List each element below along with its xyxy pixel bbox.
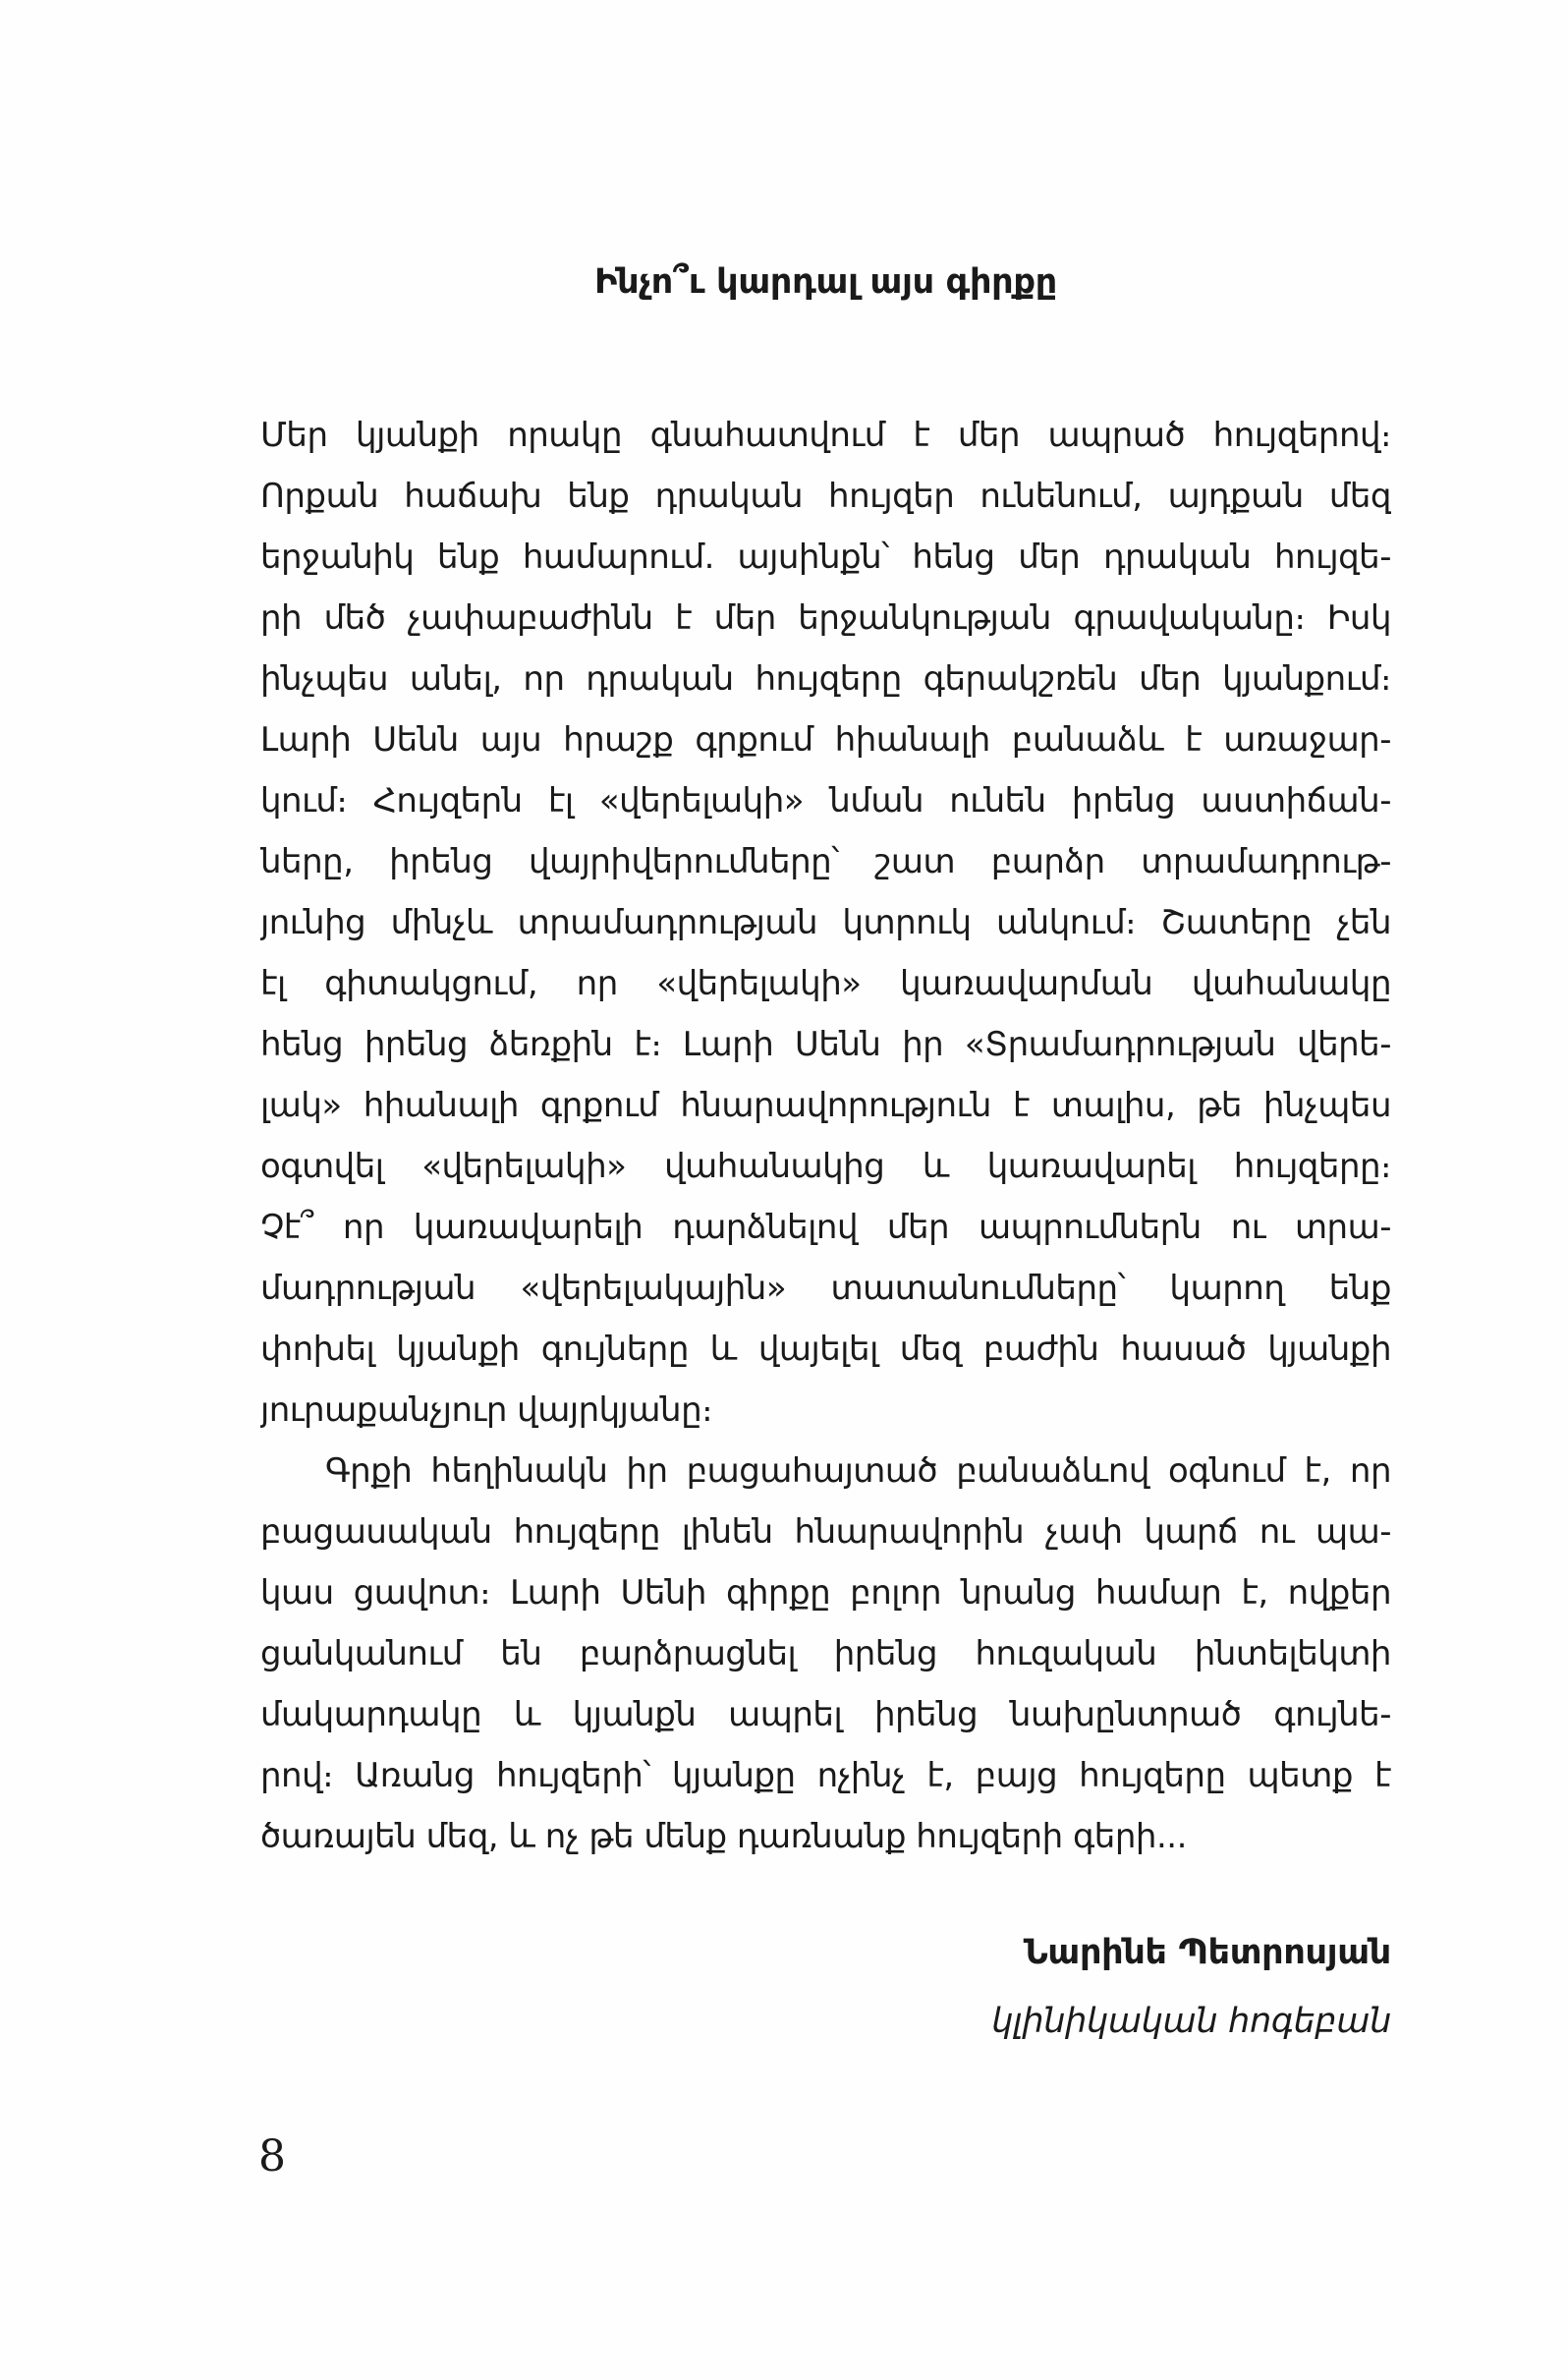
- author-name: Նարինե Պետրոսյան: [1023, 1933, 1391, 1972]
- body-line: կում։ Հույզերն էլ «վերելակի» նման ունեն իրենց աստիճան-: [260, 781, 1391, 821]
- body-line: ցանկանում են բարձրացնել իրենց հուզական ինտելեկտի: [260, 1634, 1391, 1673]
- body-line: Լարի Սենն այս հրաշք գրքում հիանալի բանաձև է առաջար-: [260, 720, 1391, 760]
- body-line: յուրաքանչյուր վայրկյանը։: [260, 1390, 713, 1430]
- body-line: մակարդակը և կյանքն ապրել իրենց նախընտրած գույնե-: [260, 1695, 1391, 1734]
- body-line: րի մեծ չափաբաժինն է մեր երջանկության գրավականը։ Իսկ: [260, 598, 1391, 638]
- page-title: Ինչո՞ւ կարդալ այս գիրքը: [594, 262, 1057, 302]
- body-line: էլ գիտակցում, որ «վերելակի» կառավարման վահանակը: [260, 964, 1391, 1003]
- body-line: լակ» հիանալի գրքում հնարավորություն է տալիս, թե ինչպես: [260, 1086, 1391, 1125]
- body-line: երջանիկ ենք համարում. այսինքն՝ հենց մեր դրական հույզե-: [260, 538, 1391, 577]
- body-line: կաս ցավոտ։ Լարի Սենի գիրքը բոլոր նրանց համար է, ովքեր: [260, 1573, 1391, 1613]
- body-line: հենց իրենց ձեռքին է։ Լարի Սենն իր «Տրամադրության վերե-: [260, 1025, 1391, 1064]
- body-line: յունից մինչև տրամադրության կտրուկ անկում։ Շատերը չեն: [260, 903, 1391, 942]
- body-line: ինչպես անել, որ դրական հույզերը գերակշռեն մեր կյանքում։: [260, 659, 1391, 699]
- body-line: Չէ՞ որ կառավարելի դարձնելով մեր ապրումներն ու տրա-: [260, 1208, 1391, 1247]
- body-line: ծառայեն մեզ, և ոչ թե մենք դառնանք հույզերի գերի...: [260, 1817, 1187, 1856]
- body-line: փոխել կյանքի գույները և վայելել մեզ բաժին հասած կյանքի: [260, 1330, 1391, 1369]
- body-line: Գրքի հեղինակն իր բացահայտած բանաձևով օգնում է, որ: [325, 1451, 1391, 1491]
- author-role: կլինիկական հոգեբան: [991, 2002, 1391, 2041]
- body-line: մադրության «վերելակային» տատանումները՝ կարող ենք: [260, 1269, 1391, 1308]
- body-line: րով։ Առանց հույզերի՝ կյանքը ոչինչ է, բայց հույզերը պետք է: [260, 1756, 1391, 1795]
- signature-block: [991, 1918, 1391, 2056]
- body-line: Մեր կյանքի որակը գնահատվում է մեր ապրած հույզերով։: [260, 416, 1391, 455]
- body-line: օգտվել «վերելակի» վահանակից և կառավարել հույզերը։: [260, 1147, 1391, 1186]
- body-line: բացասական հույզերը լինեն հնարավորին չափ կարճ ու պա-: [260, 1512, 1391, 1552]
- body-line: ները, իրենց վայրիվերումները՝ շատ բարձր տրամադրութ-: [260, 842, 1391, 881]
- body-line: Որքան հաճախ ենք դրական հույզեր ունենում, այդքան մեզ: [260, 477, 1391, 516]
- body-text: [260, 405, 1391, 1867]
- page-number: 8: [258, 2131, 286, 2182]
